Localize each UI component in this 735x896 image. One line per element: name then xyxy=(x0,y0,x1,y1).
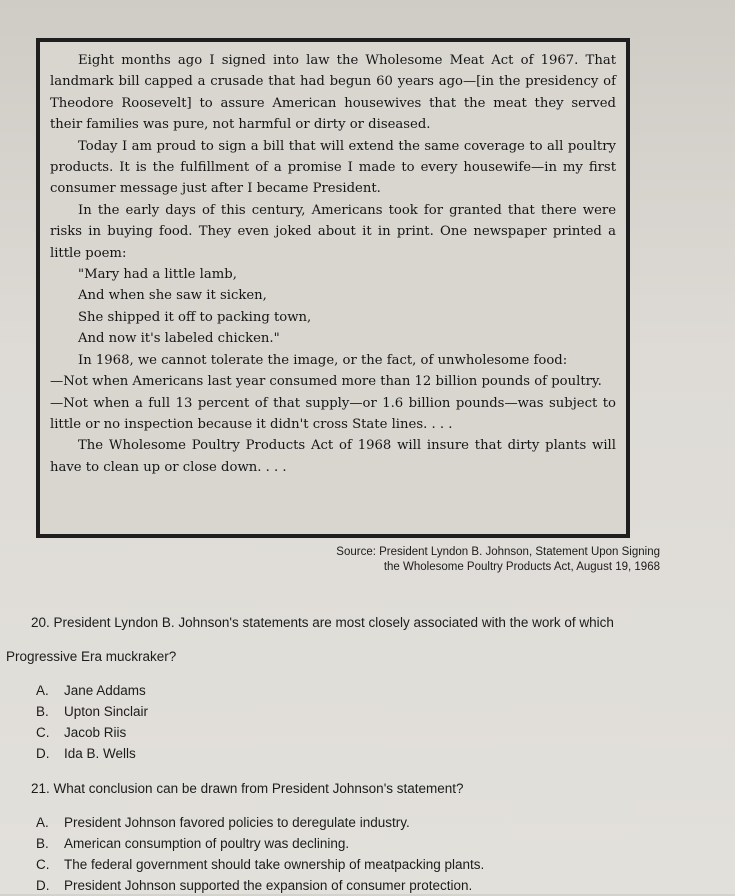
q20-choice-a[interactable] xyxy=(6,680,726,701)
q21-choice-a[interactable] xyxy=(6,812,726,833)
questions-section xyxy=(6,614,726,896)
poem-line: And now it's labeled chicken." xyxy=(78,331,280,347)
choice-text: Jacob Riis xyxy=(64,725,127,740)
choice-text: American consumption of poultry was declining. xyxy=(64,836,350,851)
primary-source-excerpt xyxy=(36,38,630,538)
q21-choice-b[interactable] xyxy=(6,833,726,854)
q21-choice-d[interactable] xyxy=(6,875,726,896)
excerpt-paragraph: Today I am proud to sign a bill that will extend the same coverage to all poultry products. It is the fulfillment of a promise I made to every housewife—in my first consumer message just after I became President. xyxy=(50,138,616,197)
excerpt-dash-item: —Not when Americans last year consumed more than 12 billion pounds of poultry. xyxy=(50,374,602,390)
choice-text: President Johnson supported the expansion of consumer protection. xyxy=(64,878,473,893)
poem-line: "Mary had a little lamb, xyxy=(78,267,237,283)
excerpt-closing: The Wholesome Poultry Products Act of 1968 will insure that dirty plants will have to clean up or close down. . . . xyxy=(50,438,616,475)
q20-choice-b[interactable] xyxy=(6,701,726,722)
choice-letter: C. xyxy=(36,725,50,740)
q20-choice-c[interactable] xyxy=(6,722,726,743)
choice-letter: B. xyxy=(36,704,49,719)
question-21-choices xyxy=(6,812,726,896)
source-citation xyxy=(120,545,660,575)
choice-letter: B. xyxy=(36,836,49,851)
choice-letter: A. xyxy=(36,683,49,698)
choice-text: The federal government should take ownership of meatpacking plants. xyxy=(64,857,485,872)
choice-text: Ida B. Wells xyxy=(64,746,136,761)
choice-text: Jane Addams xyxy=(64,683,146,698)
question-20-choices xyxy=(6,680,726,764)
q21-choice-c[interactable] xyxy=(6,854,726,875)
poem-line: She shipped it off to packing town, xyxy=(78,309,312,325)
choice-text: Upton Sinclair xyxy=(64,704,149,719)
choice-letter: D. xyxy=(36,878,50,893)
q20-choice-d[interactable] xyxy=(6,743,726,764)
choice-letter: D. xyxy=(36,746,50,761)
question-21-stem: 21. What conclusion can be drawn from President Johnson's statement? xyxy=(31,780,464,796)
excerpt-paragraph: Eight months ago I signed into law the Wholesome Meat Act of 1967. That landmark bill capped a crusade that had begun 60 years ago—[in the presidency of Theodore Roosevelt] to assure American housewives that the meat they served their families was pure, not harmful or dirty or diseased. xyxy=(50,53,616,133)
question-20-stem: 20. President Lyndon B. Johnson's statements are most closely associated with the work of which xyxy=(31,615,614,630)
choice-text: President Johnson favored policies to deregulate industry. xyxy=(64,815,410,830)
excerpt-paragraph: In the early days of this century, Americans took for granted that there were risks in buying food. They even joked about it in print. One newspaper printed a little poem: xyxy=(50,202,616,261)
excerpt-dash-item: —Not when a full 13 percent of that supply—or 1.6 billion pounds—was subject to little or no inspection because it didn't cross State lines. . . . xyxy=(50,395,616,432)
source-line: the Wholesome Poultry Products Act, August 19, 1968 xyxy=(383,561,660,573)
source-line: Source: President Lyndon B. Johnson, Statement Upon Signing xyxy=(336,546,660,558)
question-20-stem-continued: Progressive Era muckraker? xyxy=(6,649,177,664)
poem-line: And when she saw it sicken, xyxy=(78,288,267,304)
choice-letter: C. xyxy=(36,857,50,872)
choice-letter: A. xyxy=(36,815,49,830)
excerpt-paragraph: In 1968, we cannot tolerate the image, or the fact, of unwholesome food: xyxy=(78,352,568,368)
